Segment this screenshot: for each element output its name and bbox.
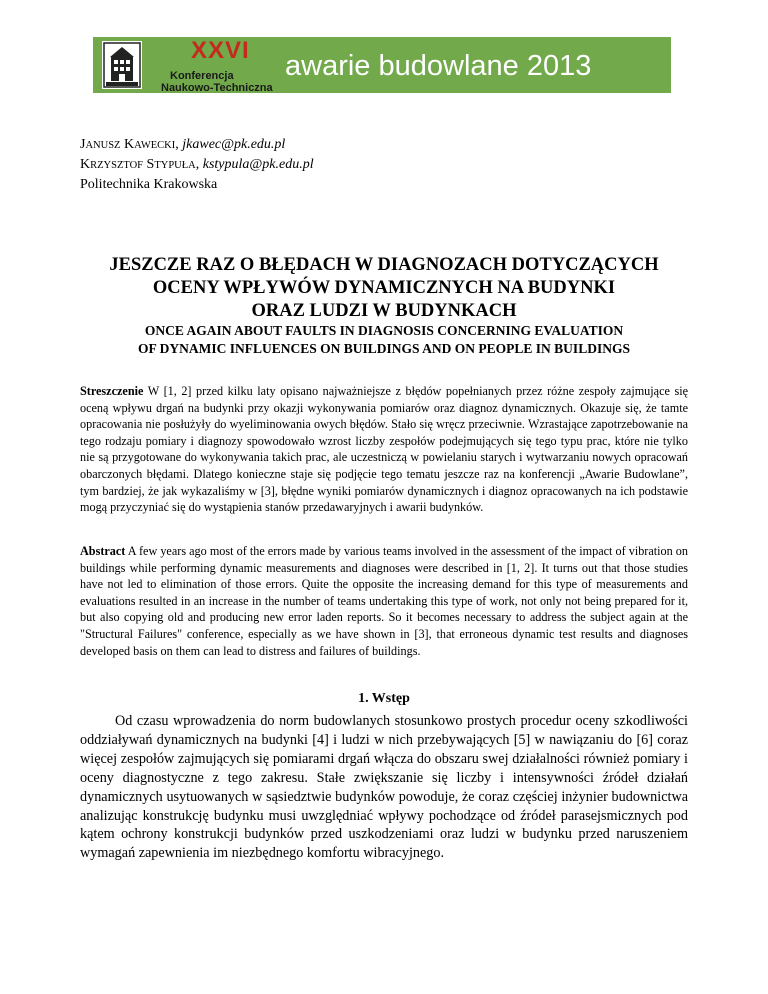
title-line: OF DYNAMIC INFLUENCES ON BUILDINGS AND ON PEOPLE IN BUILDINGS <box>138 341 630 356</box>
title-line: ONCE AGAIN ABOUT FAULTS IN DIAGNOSIS CONCERNING EVALUATION <box>144 323 624 338</box>
conference-title: awarie budowlane 2013 <box>285 50 592 82</box>
author-name: ANUSZ <box>85 140 121 151</box>
author-name: K <box>123 137 135 152</box>
author-line: KRZYSZTOF STYPUŁA, kstypula@pk.edu.pl <box>80 157 314 172</box>
title-line: ORAZ LUDZI W BUDYNKACH <box>251 301 517 321</box>
conference-label: Konferencja <box>170 70 234 82</box>
abstract-label: Streszczenie <box>80 384 144 398</box>
affiliation: Politechnika Krakowska <box>80 177 218 192</box>
author-line: JANUSZ KAWECKI, jkawec@pk.edu.pl <box>80 137 286 152</box>
author-name: J <box>80 137 86 152</box>
body-paragraph: Od czasu wprowadzenia do norm budowlanych stosunkowo prostych procedur oceny szkodliwości oddziaływań dynamicznych na budynki [4] i ludzi w nich przebywających [5] w nawiązaniu do [6] coraz więcej zespołów zajmujących się pomiarami drgań włącza do obszaru swej działalności również pomiary i oceny diagnostyczne z tego zakresu. Stałe zwiększanie się liczby i intensywności źródeł działań dynamicznych usytuowanych w sąsiedztwie budynków powoduje, że coraz częściej inżynier budownictwa analizując konstrukcję budynku musi uwzględniać wpływy pochodzące od źródeł parasejsmicznych pod kątem ochrony konstrukcji budynków przed uszkodzeniami oraz ludzi w budynku przed naruszeniem wymagań zapewnienia im niezbędnego komfortu wibracyjnego. <box>80 713 688 862</box>
abstract-en <box>80 543 688 659</box>
conference-number: XXVI <box>191 37 250 64</box>
author-name: S <box>146 157 155 172</box>
conference-banner <box>93 37 671 93</box>
building-logo-icon <box>102 41 142 89</box>
abstract-pl <box>80 383 688 516</box>
paper-title-pl <box>80 254 688 323</box>
title-line: JESZCZE RAZ O BŁĘDACH W DIAGNOZACH DOTYCZĄCYCH <box>109 255 659 275</box>
authors-block <box>80 135 314 194</box>
author-name: AWECKI <box>134 140 176 151</box>
author-name: K <box>80 157 91 172</box>
section-heading: 1. Wstęp <box>358 691 410 706</box>
abstract-label: Abstract <box>80 544 126 558</box>
author-email[interactable]: kstypula@pk.edu.pl <box>202 157 314 172</box>
title-line: OCENY WPŁYWÓW DYNAMICZNYCH NA BUDYNKI <box>152 278 616 298</box>
abstract-text: W [1, 2] przed kilku laty opisano najważniejsze z błędów popełnianych przez różne zespoły zajmujące się oceną wpływu drgań na budynki przy okazji wykonywania pomiarów oraz diagnoz dynamicznych. Okazuje się, że tamte opracowania nie posłużyły do wyeliminowania owych błędów. Stało się wręcz przeciwnie. Wzrastające zapotrzebowanie na tego rodzaju pomiary i diagnozy spowodowało wzrost liczby zespołów podejmujących się tego typu prac, które nie tylko nie są przygotowane do wykonywania takich prac, ale uczestniczą w powielaniu starych i wytwarzaniu nowych opracowań obarczonych błędami. Dlatego konieczne staje się podjęcie tego tematu jeszcze raz na konferencji „Awarie Budowlane”, tym bardziej, że jak wykazaliśmy w [3], błędne wyniki pomiarów dynamicznych i diagnoz opracowanych na ich podstawie mogą przyczyniać się do wystąpienia stanów przedawaryjnych i awarii budynków. <box>80 384 688 515</box>
author-email[interactable]: jkawec@pk.edu.pl <box>182 137 286 152</box>
conference-type: Naukowo-Techniczna <box>161 82 273 94</box>
author-name: RZYSZTOF <box>90 160 144 171</box>
paper-title-en <box>80 322 688 358</box>
author-name: TYPUŁA <box>154 160 196 171</box>
abstract-text: A few years ago most of the errors made by various teams involved in the assessment of the impact of vibration on buildings while performing dynamic measurements and diagnoses were described in [1, 2]. It turns out that those studies have not led to elimination of those errors. Quite the opposite the increasing demand for this type of measurements and evaluations resulted in an increase in the number of teams undertaking this type of work, not only not being prepared for it, but also copying old and producing new error laden reports. So it becomes necessary to address the subject again at the "Structural Failures" conference, especially as we have shown in [3], that erroneous dynamic test results and diagnoses developed basis on them can lead to distress and failures of buildings. <box>80 544 688 658</box>
